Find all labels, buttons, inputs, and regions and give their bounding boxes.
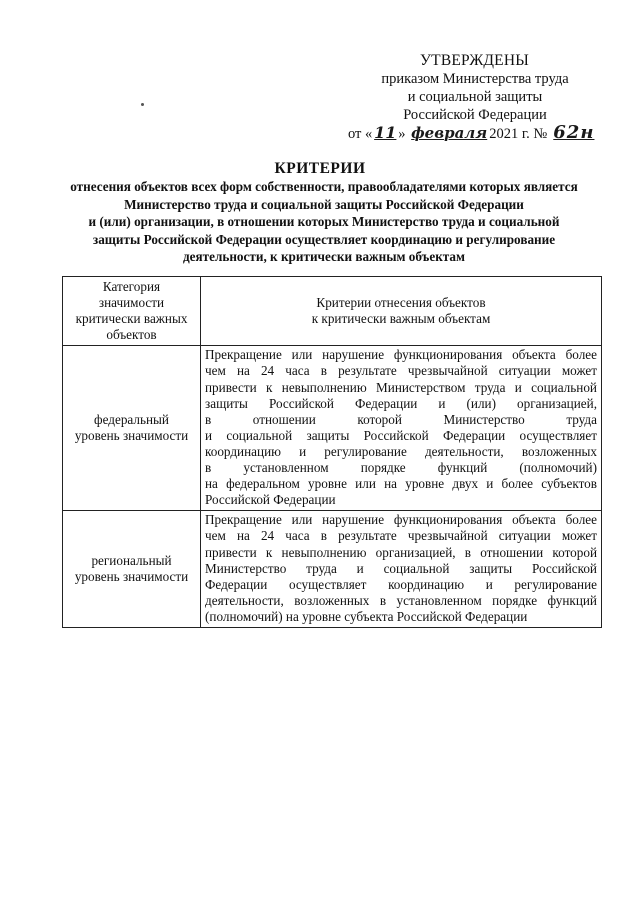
header-category-line: Категория [102, 279, 161, 294]
criteria-line: чем на 24 часа в результате чрезвычайной ситуации может [205, 363, 597, 379]
table-row [63, 511, 602, 628]
criteria-line: Российской Федерации [205, 492, 336, 508]
criteria-line: на федеральном уровне или на уровне двух и более субъектов [205, 476, 597, 492]
approval-line-2: и социальной защиты [407, 89, 543, 105]
subtitle-line: отнесения объектов всех форм собственности, правообладателями которых является [70, 179, 578, 194]
header-criteria-line: Критерии отнесения объектов [316, 295, 486, 311]
criteria-line: в отношении которой Министерство труда [205, 411, 597, 427]
category-line: уровень значимости [74, 428, 189, 444]
header-criteria-cell [201, 277, 602, 346]
document-subtitle [50, 178, 598, 266]
subtitle-line: защиты Российской Федерации осуществляет координацию и регулирование [92, 231, 556, 247]
date-year: 2021 г. № [489, 126, 548, 142]
criteria-line: деятельности, возложенных в установленном порядке функций [205, 592, 597, 608]
category-line: региональный [91, 553, 172, 569]
date-mid: » [398, 126, 406, 142]
criteria-line: привести к невыполнению организацией, в отношении которой [205, 544, 597, 560]
subtitle-line: и (или) организации, в отношении которых Министерство труда и социальной [88, 214, 560, 229]
subtitle-line: деятельности, к критически важным объектам [182, 249, 466, 264]
handwritten-month: февраля [411, 124, 488, 142]
handwritten-order-number: 62н [553, 122, 595, 143]
table-row [63, 346, 602, 511]
approval-date-line [330, 124, 620, 143]
category-cell-regional [63, 511, 201, 628]
criteria-line: Федерации осуществляет координацию и регулирование [205, 576, 597, 592]
criteria-line: (полномочий) на уровне субъекта Российской Федерации [205, 608, 528, 624]
date-prefix: от « [348, 126, 373, 142]
header-category-line: критически важных [75, 311, 188, 327]
header-criteria-line: к критически важным объектам [311, 311, 491, 327]
criteria-cell-regional [201, 511, 602, 628]
document-title: КРИТЕРИИ [274, 160, 366, 177]
handwritten-day: 11 [374, 123, 397, 142]
criteria-line: защиты Российской Федерации и (или) организацией, [205, 395, 597, 411]
criteria-line: привести к невыполнению Министерством труда и социальной [205, 379, 597, 395]
header-category-line: объектов [106, 327, 157, 343]
criteria-table [62, 276, 602, 628]
header-category-cell [63, 277, 201, 346]
criteria-line: и социальной защиты Российской Федерации осуществляет [205, 427, 597, 443]
criteria-cell-federal [201, 346, 602, 511]
approval-line-3: Российской Федерации [403, 107, 547, 123]
header-category-line: значимости [98, 295, 165, 311]
criteria-line: Министерство труда и социальной защиты Российской [205, 560, 597, 576]
criteria-line: Прекращение или нарушение функционирования объекта более [205, 347, 597, 363]
approval-heading: УТВЕРЖДЕНЫ [420, 52, 529, 69]
category-line: федеральный [94, 412, 169, 428]
criteria-line: координацию и регулирование деятельности, возложенных [205, 443, 597, 459]
criteria-line: чем на 24 часа в результате чрезвычайной ситуации может [205, 528, 597, 544]
criteria-line: Прекращение или нарушение функционирования объекта более [205, 512, 597, 528]
subtitle-line: Министерство труда и социальной защиты Российской Федерации [124, 196, 524, 212]
category-cell-federal [63, 346, 201, 511]
approval-stamp [330, 52, 620, 143]
approval-line-1: приказом Министерства труда [381, 71, 569, 87]
scan-speck [141, 103, 144, 106]
criteria-line: в установленном порядке функций (полномочий) [205, 460, 597, 476]
table-header-row [63, 277, 602, 346]
category-line: уровень значимости [74, 569, 189, 585]
